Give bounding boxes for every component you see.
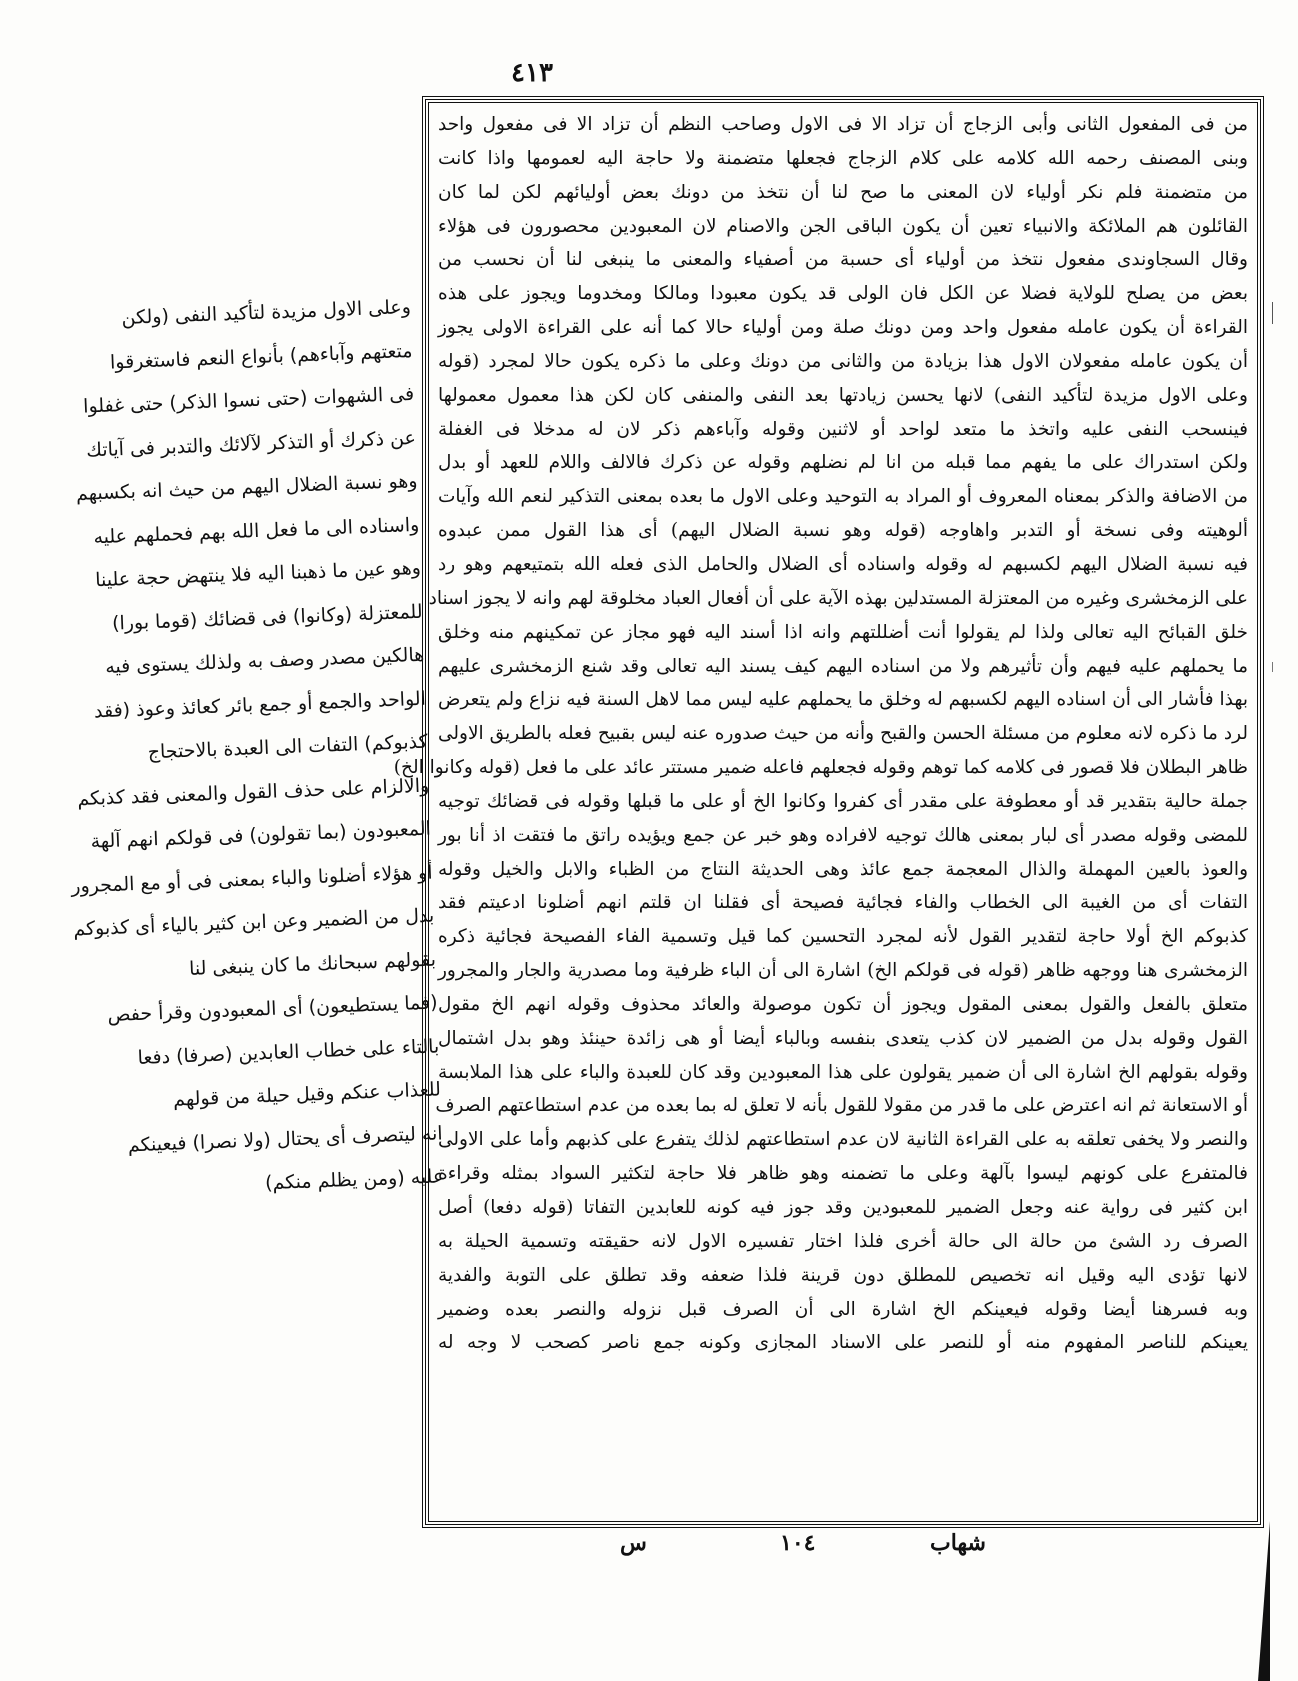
margin-gloss-line: بدل من الضمير وعن ابن كثير بالياء أى كذبوكم xyxy=(72,904,435,941)
main-text-line: أو الاستعانة ثم انه اعترض على ما قدر من مقولا للقول بأنه لا تعلق له بما بعده من عدم استطاعتهم الصرف xyxy=(435,1095,1248,1117)
margin-tick-mark xyxy=(1272,662,1273,672)
margin-gloss-line: للمعتزلة (وكانوا) فى قضائك (قوما بورا) xyxy=(111,600,423,635)
footer-letter: س xyxy=(620,1530,647,1556)
main-text-line: القراءة أن يكون عامله مفعول واحد ومن دونك صلة ومن أولياء حالا كما أنه على القراءة الاولى يجوز xyxy=(438,317,1248,339)
main-text-line: ما يحملهم عليه فيهم وأن تأثيرهم ولا من اسناده اليهم كيف يسند اليه تعالى وقد شنع الزمخشرى عليهم xyxy=(438,655,1248,677)
main-text-line: كذبوكم الخ أولا حاجة لتقدير القول لأنه لمجرد التحسين كما قيل وتسمية الفاء الفصيحة فجائية ذكره xyxy=(438,926,1248,948)
main-text-line: فينسحب النفى عليه واتخذ ما متعد لواحد أو لاثنين وقوله وآباءهم ذكر لان له مدخلا فى الغفلة xyxy=(438,418,1248,440)
main-text-line: يعينكم للناصر المفهوم منه أو للنصر على الاسناد المجازى وكونه جمع ناصر كصحب لا وجه له xyxy=(438,1332,1248,1354)
main-text-line: فيه نسبة الضلال اليهم لكسبهم له وقوله واسناده أى الضلال والحامل الذى فعله الله بتمتيعهم وهو رد xyxy=(438,553,1248,575)
main-text-frame xyxy=(393,96,1264,1528)
margin-gloss-line: عن ذكرك أو التذكر لآلائك والتدبر فى آياتك xyxy=(85,426,417,462)
main-text-line: والعوذ بالعين المهملة والذال المعجمة جمع عائذ وهى الحديثة النتاج من الظباء والابل والخيل وقوله xyxy=(438,858,1248,880)
main-text-line: من فى المفعول الثانى وأبى الزجاج أن تزاد الا فى الاول وصاحب النظم أن تزاد الا فى مفعول واحد xyxy=(438,114,1248,135)
main-text-line: ظاهر البطلان فلا قصور فى كلامه كما توهم وقوله فجعلهم فاعله ضمير مستتر عائد على ما فعل (قوله وكانوا الخ) xyxy=(393,757,1248,779)
margin-gloss-line: والالزام على حذف القول والمعنى فقد كذبكم xyxy=(76,774,430,810)
main-text-line: وعلى الاول مزيدة لتأكيد النفى) لانها يحسن زيادتها بعد النفى والمنفى كان لكن هذا معمول معمولها xyxy=(438,384,1248,406)
main-text-line: وقال السجاوندى مفعول نتخذ من أولياء أى حسبة من أصفياء والمعنى ما ينبغى لنا أن نحسب من xyxy=(438,249,1248,271)
margin-gloss-line: واسناده الى ما فعل الله بهم فحملهم عليه xyxy=(93,513,420,548)
main-text-line: ألوهيته وفى نسخة أو التدبر واهاوجه (قوله وهو نسبة الضلال اليهم) أى هذا القول ممن عبدوه xyxy=(438,520,1248,542)
page-number: ٤١٣ xyxy=(511,58,553,88)
main-text-line: للمضى وقوله مصدر أى لبار بمعنى هالك توجيه لافراده وهو خبر عن جمع ويؤيده راتق ما فتقت اذ أنا بور xyxy=(438,824,1248,846)
main-text-line: وبنى المصنف رحمه الله كلامه على كلام الزجاج فجعلها متضمنة ولا حاجة اليه لعمومها واذا كانت xyxy=(438,147,1248,169)
page-edge-shadow xyxy=(1258,1521,1270,1681)
main-text-line: خلق القبائح اليه تعالى ولذا لم يقولوا أنت أضللتهم وانه اذا أسند اليه فهو مجاز عن تمكينهم منه وخلق xyxy=(438,621,1248,643)
footer-signature xyxy=(600,1530,1000,1560)
margin-gloss-line: بقولهم سبحانك ما كان ينبغى لنا xyxy=(188,948,437,980)
main-text-line: جملة حالية بتقدير قد أو معطوفة على مقدر أى كفروا وكانوا الخ أو على ما قبلها وقوله فى قضائك توجيه xyxy=(438,790,1248,812)
margin-gloss-line: بالتاء على خطاب العابدين (صرفا) دفعا xyxy=(137,1034,440,1069)
margin-gloss xyxy=(70,286,445,1211)
margin-gloss-line: وعلى الاول مزيدة لتأكيد النفى (ولكن xyxy=(121,295,412,330)
footer-book-name: شهاب xyxy=(930,1530,986,1556)
margin-gloss-line: انه ليتصرف أى يحتال (ولا نصرا) فيعينكم xyxy=(127,1121,443,1156)
margin-gloss-line: عليه (ومن يظلم منكم) xyxy=(264,1165,445,1195)
margin-tick-mark xyxy=(1272,302,1273,324)
main-text-line: وبه فسرهنا أيضا وقوله فيعينكم الخ اشارة الى أن الصرف قبل نزوله والنصر بعده وضمير xyxy=(438,1298,1248,1320)
main-text-line: من الاضافة والذكر بمعناه المعروف أو المراد به التوحيد وعلى الاول ما بعده بمعنى التذكير لنعم الله وآيات xyxy=(438,486,1248,508)
main-text-line: أن يكون عامله مفعولان الاول هذا بزيادة من والثانى من دونك وعلى ما ذكره يكون حالا لمجرد (قوله xyxy=(438,350,1248,372)
main-text-line: لانها تؤدى اليه وقيل انه تخصيص للمطلق دون قرينة فلذا ضعفه وقد تطلق على التوبة والفدية xyxy=(438,1264,1248,1286)
footer-page-number: ١٠٤ xyxy=(780,1530,816,1556)
margin-gloss-line: فى الشهوات (حتى نسوا الذكر) حتى غفلوا xyxy=(82,382,415,418)
margin-gloss-line: كذبوكم) التفات الى العبدة بالاحتجاج xyxy=(147,730,428,764)
margin-gloss-line: الواحد والجمع أو جمع بائر كعائذ وعوذ (فقد xyxy=(93,687,427,722)
main-text-line: فالمتفرع على كونهم ليسوا بآلهة وعلى ما تضمنه وهو ظاهر فلا حاجة لتكثير السواد بمثله وقراءة xyxy=(438,1163,1248,1185)
margin-gloss-line: للعذاب عنكم وقيل حيلة من قولهم xyxy=(172,1078,442,1111)
margin-gloss-line: وهو نسبة الضلال اليهم من حيث انه بكسبهم xyxy=(75,469,418,505)
margin-gloss-line: (فما يستطيعون) أى المعبودون وقرأ حفص xyxy=(107,991,438,1027)
main-text-line: ابن كثير فى رواية عنه وجعل الضمير للمعبودين وقد جوز فيه كونه للعابدين التفاتا (قوله دفعا) أصل xyxy=(438,1197,1248,1218)
margin-gloss-line: متعتهم وآباءهم) بأنواع النعم فاستغرقوا xyxy=(109,339,413,374)
main-text-line: ولكن استدراك على ما يفهم مما قبله من انا لم نضلهم وقوله عن ذكرك فالالف واللام للعهد أو بدل xyxy=(438,452,1248,474)
main-text-line: لرد ما ذكره لانه معلوم من مسئلة الحسن والقبح وأنه من حيث صدوره عنه ليس بقبيح فعله بالطريق الاولى xyxy=(438,723,1248,745)
main-text-line: الزمخشرى هنا ووجهه ظاهر (قوله فى قولكم الخ) اشارة الى أن الباء ظرفية وما مصدرية والجار والمجرور xyxy=(438,960,1248,982)
margin-gloss-line: المعبودون (بما تقولون) فى قولكم انهم آلهة xyxy=(90,817,432,853)
main-text-line: بعض من يصلح للولاية فضلا عن الكل فان الولى قد يكون معبودا ومالكا ومخدوما ويجوز على هذه xyxy=(438,283,1248,305)
margin-gloss-line: هالكين مصدر وصف به ولذلك يستوى فيه xyxy=(104,643,425,678)
main-text-line: التفات أى من الغيبة الى الخطاب والفاء فجائية فصيحة أى فقلنا ان قلتم انهم أضلونا ادعيتم فقد xyxy=(438,892,1248,914)
margin-gloss-line: أو هؤلاء أضلونا والباء بمعنى فى أو مع المجرور xyxy=(70,861,433,897)
main-text-line: متعلق بالفعل والقول بمعنى المقول ويجوز أن تكون موصولة والعائد محذوف وقوله انهم الخ مقول xyxy=(438,993,1248,1015)
main-text-line: القائلون هم الملائكة والانبياء تعين أن يكون الباقى الجن والاصنام لان المعبودين محصورون فى هؤلاء xyxy=(438,215,1248,237)
main-text-line: على الزمخشرى وغيره من المعتزلة المستدلين بهذه الآية على أن أفعال العباد مخلوقة لهم وانه لا يجوز اسناد xyxy=(428,587,1248,609)
main-text-line: والنصر ولا يخفى تعلقه به على القراءة الثانية لان عدم استطاعتهم لذلك يتفرع على كذبهم وأما على الاولى xyxy=(438,1129,1248,1151)
main-text-line: من متضمنة فلم نكر أولياء لان المعنى ما صح لنا أن نتخذ من دونك بعض أوليائهم لكن لما كان xyxy=(438,181,1248,203)
main-text-line: الصرف رد الشئ من حالة الى حالة أخرى فلذا اختار تفسيره الاول لانه حقيقته وتسمية الحيلة به xyxy=(438,1230,1248,1252)
main-text-line: القول وقوله بدل من الضمير لان كذب يتعدى بنفسه وبالباء أيضا أو هى زائدة حينئذ وهو بدل اشتمال xyxy=(438,1027,1248,1049)
main-text-line: بهذا فأشار الى أن اسناده اليهم لكسبهم له وخلق ما يحملهم عليه ليس مما لاهل السنة فيه نزاع ولم يتعرض xyxy=(438,689,1248,711)
main-text-line: وقوله بقولهم الخ اشارة الى أن ضمير يقولون على هذا المعبودين وقد كان للعبدة والباء على هذا الملابسة xyxy=(438,1061,1248,1083)
margin-gloss-line: وهو عين ما ذهبنا اليه فلا ينتهض حجة علينا xyxy=(94,556,422,592)
